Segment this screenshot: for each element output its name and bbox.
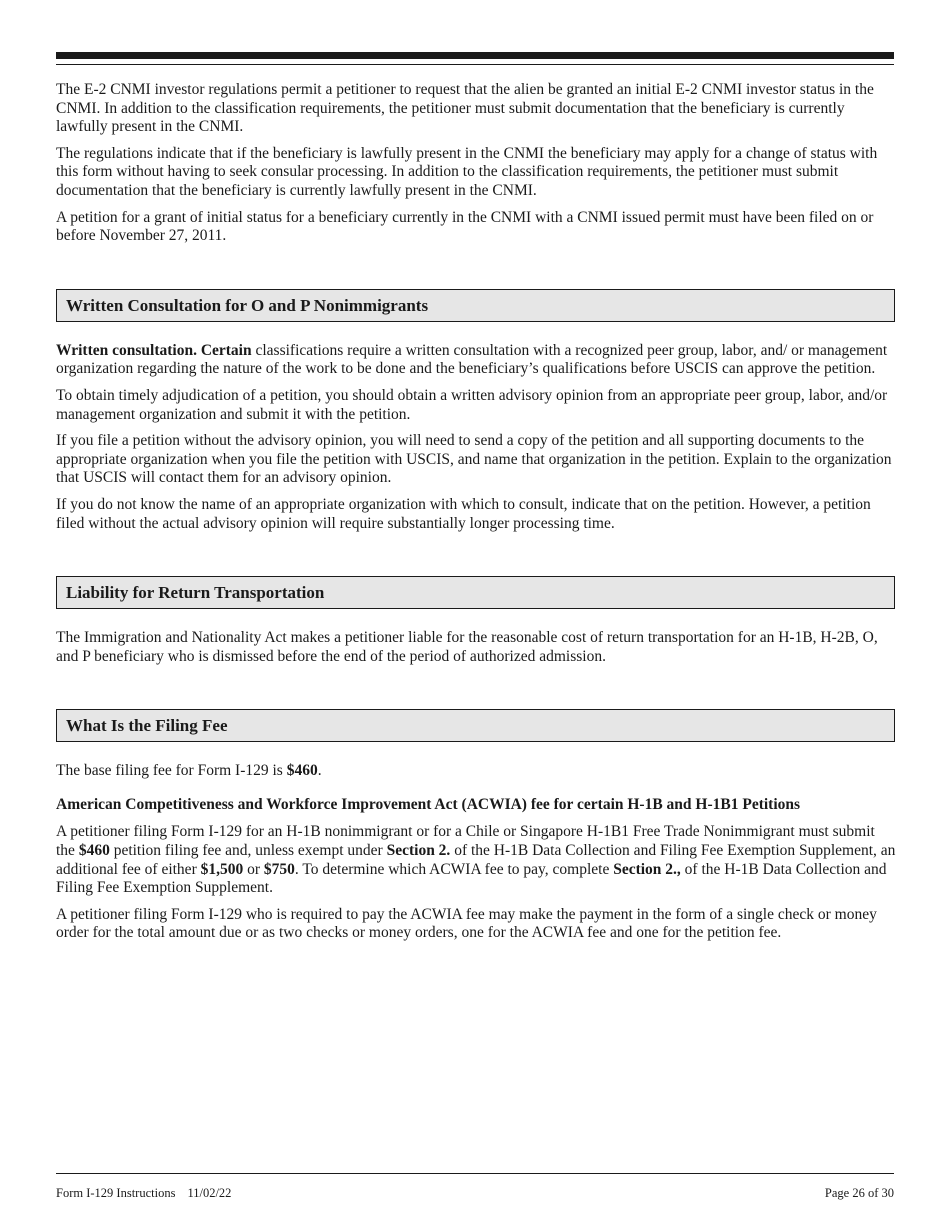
consultation-paragraph-1: Written consultation. Certain classifications require a written consultation with a recognized peer group, labor, and/ or management organization regarding the nature of the work to be done and the beneficiary’s qualifications before USCIS can approve the petition. [56,341,888,378]
intro-paragraph-2: The regulations indicate that if the beneficiary is lawfully present in the CNMI the beneficiary may apply for a change of status with this form without having to seek consular processing. In addition to the classification requirements, the petitioner must submit documentation that the beneficiary is currently lawfully present in the CNMI. [56,144,878,199]
consultation-paragraph-2: To obtain timely adjudication of a petition, you should obtain a written advisory opinion from an appropriate peer group, labor, and/or management organization and submit it with the petition. [56,386,888,423]
header-rule-thick [56,52,894,59]
footer-form-info [56,1186,231,1201]
liability-paragraph: The Immigration and Nationality Act makes a petitioner liable for the reasonable cost of return transportation for an H-1B, H-2B, O, and P beneficiary who is dismissed before the end of the period of authorized admission. [56,629,878,665]
footer-rule [56,1173,894,1174]
section-heading-consultation: Written Consultation for O and P Nonimmigrants [56,289,895,322]
footer-form-name: Form I-129 Instructions [56,1186,176,1200]
acwia-paragraph-2: A petitioner filing Form I-129 who is required to pay the ACWIA fee may make the payment in the form of a single check or money order for the total amount due or as two checks or money orders, one for the ACWIA fee and one for the petition fee. [56,905,877,942]
footer-page-number: Page 26 of 30 [824,1186,894,1200]
intro-paragraph-1: The E-2 CNMI investor regulations permit a petitioner to request that the alien be granted an initial E-2 CNMI investor status in the CNMI. In addition to the classification requirements, the petitioner must submit documentation that the beneficiary is currently lawfully present in the CNMI. [56,81,874,136]
consultation-paragraph-3: If you file a petition without the advisory opinion, you will need to send a copy of the petition and all supporting documents to the appropriate organization when you file the petition with USCIS, and name that organization in the petition. Explain to the organization that USCIS will contact them for an advisory opinion. [56,432,892,487]
header-rule-thin [56,64,894,65]
consultation-lead: Written consultation. Certain [56,341,252,359]
consultation-paragraph-4: If you do not know the name of an appropriate organization with which to consult, indicate that on the petition. However, a petition filed without the actual advisory opinion will require substantially longer processing time. [56,495,871,532]
base-fee-paragraph: The base filing fee for Form I-129 is $460. [56,762,322,780]
intro-paragraph-3: A petition for a grant of initial status for a beneficiary currently in the CNMI with a CNMI issued permit must have been filed on or before November 27, 2011. [56,208,874,245]
section-heading-liability: Liability for Return Transportation [56,576,895,609]
page-content [56,81,896,951]
footer-edition-date: 11/02/22 [187,1186,232,1200]
acwia-paragraph-1: A petitioner filing Form I-129 for an H-1B nonimmigrant or for a Chile or Singapore H-1B1 Free Trade Nonimmigrant must submit the $460 petition filing fee and, unless exempt under Section 2. of the H-1B Data Collection and Filing Fee Exemption Supplement, an additional fee of either $1,500 or $750. To determine which ACWIA fee to pay, complete Section 2., of the H-1B Data Collection and Filing Fee Exemption Supplement. [56,823,896,897]
base-fee-amount: $460 [286,762,318,780]
section-heading-filing-fee: What Is the Filing Fee [56,709,895,742]
acwia-heading: American Competitiveness and Workforce Improvement Act (ACWIA) fee for certain H-1B and H-1B1 Petitions [56,795,801,813]
